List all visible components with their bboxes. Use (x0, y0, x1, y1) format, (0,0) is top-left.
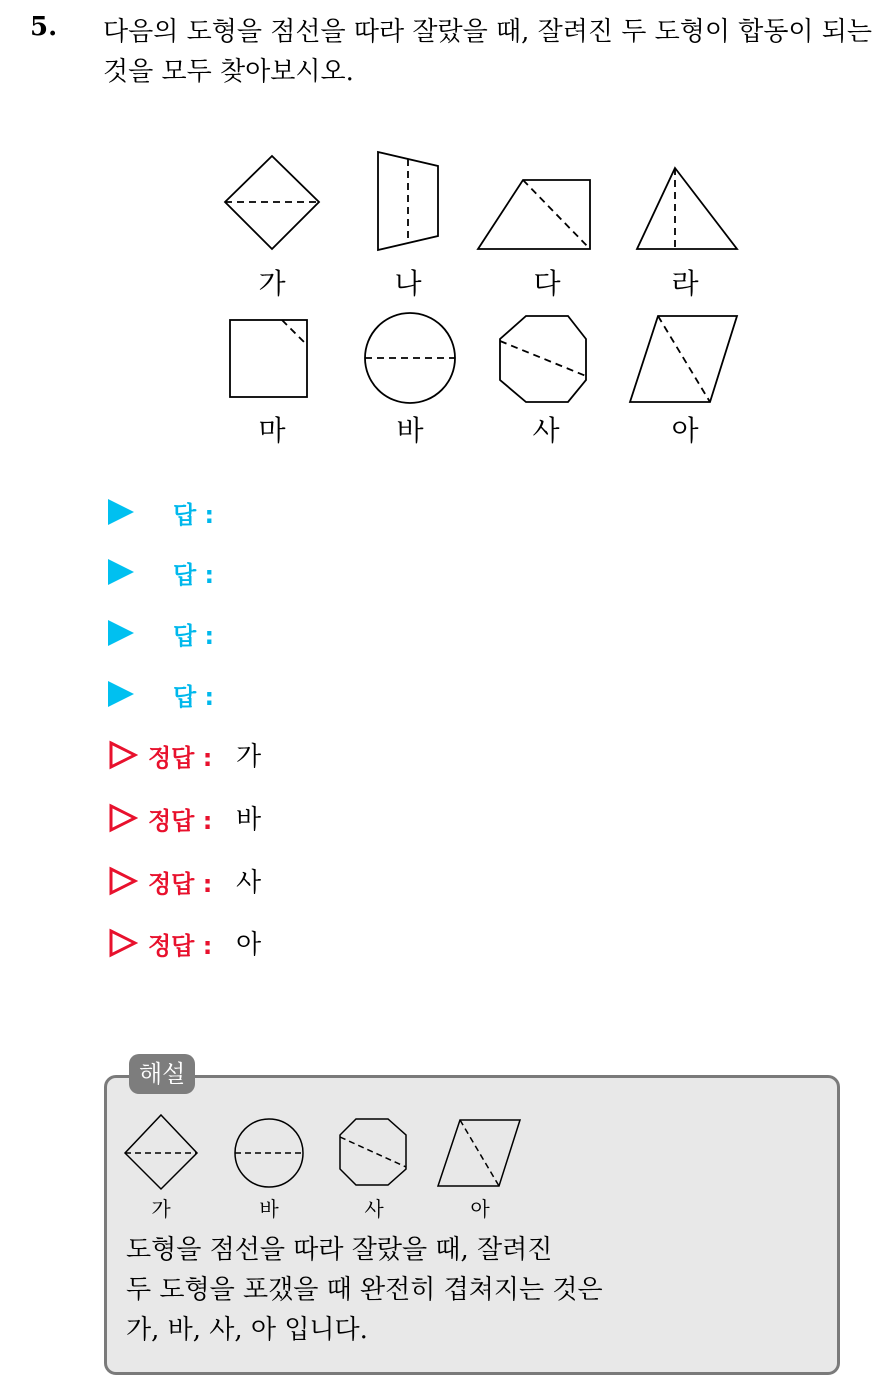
correct-answer-value: 바 (236, 805, 262, 835)
explanation-text (126, 1230, 826, 1350)
explanation-tab: 해설 (129, 1054, 195, 1094)
explanation-line: 도형을 점선을 따라 잘랐을 때, 잘려진 (126, 1235, 553, 1265)
correct-marker-icon (108, 928, 138, 958)
figure-label: 다 (533, 267, 561, 300)
explanation-figure-label: 사 (364, 1197, 384, 1221)
figure-ga-diamond (225, 156, 319, 249)
figure-label: 사 (532, 414, 560, 447)
answer-marker-icon (108, 620, 134, 646)
question-number: 5. (30, 12, 58, 42)
figure-a-parallelogram (630, 316, 737, 402)
answer-label: 답 : (173, 682, 215, 711)
figure-label: 나 (394, 267, 422, 300)
explanation-line: 두 도형을 포갰을 때 완전히 겹쳐지는 것은 (126, 1275, 603, 1305)
explanation-figure-label: 가 (151, 1197, 171, 1221)
answer-marker-icon (108, 499, 134, 525)
answer-marker-icon (108, 681, 134, 707)
figure-da-trapezoid (478, 180, 590, 249)
answer-prompt-row[interactable] (108, 492, 215, 532)
explanation-figure-ba-circle (235, 1119, 303, 1187)
question-text: 다음의 도형을 점선을 따라 잘랐을 때, 잘려진 두 도형이 합동이 되는 것을 모두 찾아보시오. (103, 17, 873, 87)
figure-sa-octagon (500, 316, 586, 402)
figure-ma-square (230, 320, 307, 397)
figure-label: 가 (258, 267, 286, 300)
answer-prompt-row[interactable] (108, 552, 215, 592)
explanation-figure-sa-octagon (340, 1119, 406, 1185)
correct-answer-value: 아 (236, 930, 262, 960)
figure-label: 바 (396, 414, 424, 447)
figure-ba-circle (365, 313, 455, 403)
explanation-figure-label: 바 (259, 1197, 279, 1221)
correct-answer-value: 가 (236, 742, 262, 772)
correct-answer-label: 정답 : (148, 870, 213, 898)
figure-label: 아 (671, 414, 699, 447)
figure-na-trapezoid (378, 152, 438, 250)
figure-label: 마 (258, 414, 286, 447)
correct-marker-icon (108, 740, 138, 770)
answer-marker-icon (108, 559, 134, 585)
correct-marker-icon (108, 866, 138, 896)
explanation-figure-label: 아 (470, 1197, 490, 1221)
answer-prompt-row[interactable] (108, 613, 215, 653)
correct-answer-label: 정답 : (148, 932, 213, 960)
correct-answer-value: 사 (236, 868, 262, 898)
answer-prompt-row[interactable] (108, 674, 215, 714)
answer-label: 답 : (173, 621, 215, 650)
explanation-figure-ga-diamond (125, 1115, 197, 1189)
figure-label: 라 (671, 267, 699, 300)
correct-answer-label: 정답 : (148, 807, 213, 835)
explanation-line: 가, 바, 사, 아 입니다. (126, 1315, 368, 1345)
explanation-figure-a-parallelogram (438, 1120, 520, 1186)
answer-label: 답 : (173, 560, 215, 589)
answer-label: 답 : (173, 500, 215, 529)
correct-answer-label: 정답 : (148, 744, 213, 772)
correct-marker-icon (108, 803, 138, 833)
figure-ra-triangle (637, 168, 737, 249)
